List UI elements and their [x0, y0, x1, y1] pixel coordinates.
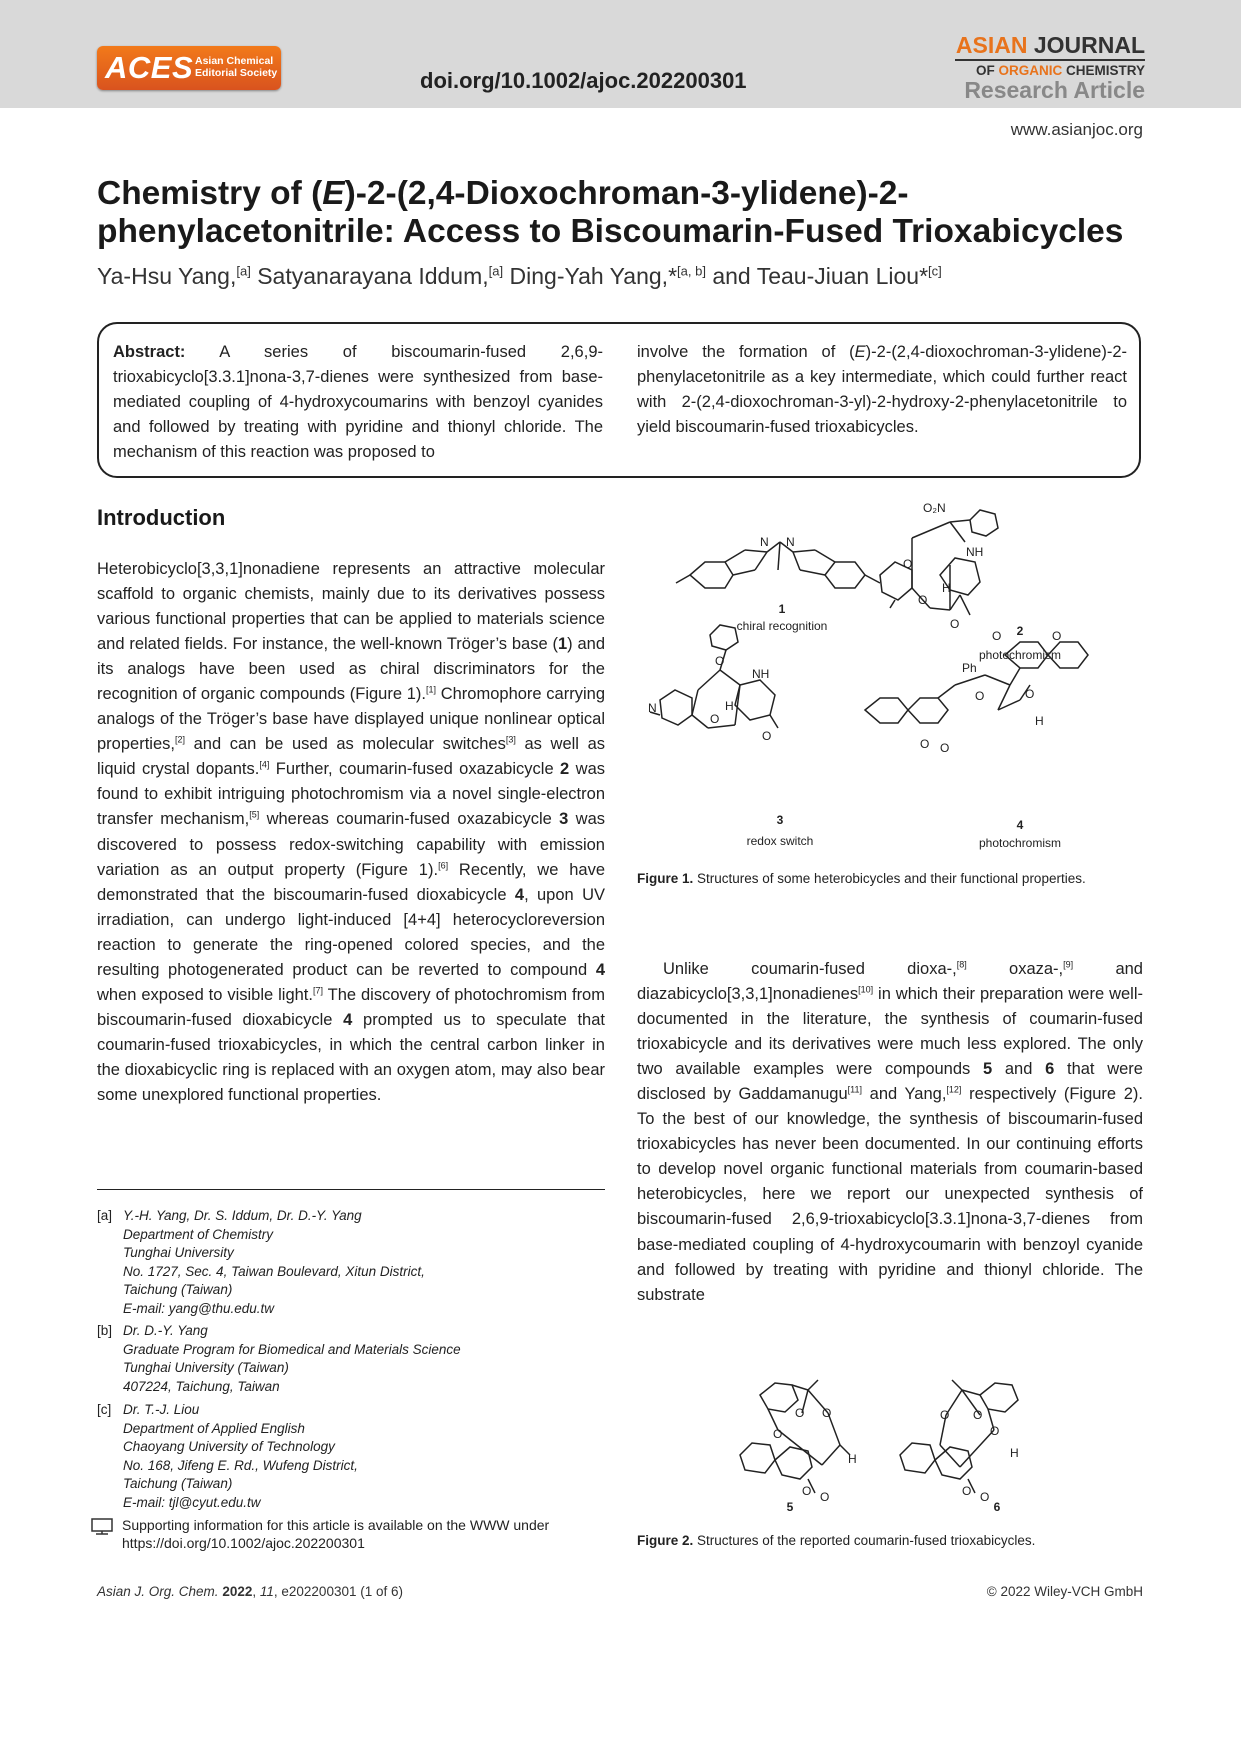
atom-label-H: H	[725, 699, 734, 713]
abstract-column-right: involve the formation of (E)-2-(2,4-dioxochroman-3-ylidene)-2-phenylacetonitrile as a key intermediate, which could further react with 2-(2,4-dioxochroman-3-yl)-2-hydroxy-2-phenylacetonitrile to yield biscoumarin-fused trioxabicycles.	[637, 343, 1127, 436]
compound-5-structure	[740, 1380, 850, 1493]
compound-2-number: 2	[1016, 624, 1024, 638]
atom-label-N: N	[648, 701, 657, 715]
atom-label-O: O	[773, 1427, 783, 1441]
atom-label-O2N: O₂N	[923, 501, 946, 515]
affiliation-c-email[interactable]: E-mail: tjl@cyut.edu.tw	[123, 1494, 261, 1510]
compound-4-number: 4	[1016, 818, 1024, 832]
affiliation-a: [a] Y.-H. Yang, Dr. S. Iddum, Dr. D.-Y. Yang Department of Chemistry Tunghai University No. 1727, Sec. 4, Taiwan Boulevard, Xitun District, Taichung (Taiwan) E-mail: yang@thu.edu.tw	[97, 1207, 425, 1318]
aces-logo-name: Asian Chemical Editorial Society	[195, 55, 278, 79]
atom-label-NH: NH	[752, 667, 770, 681]
compound-1-number: 1	[778, 602, 786, 616]
section-heading-introduction: Introduction	[97, 505, 226, 530]
aces-logo-acronym: ACES	[105, 50, 194, 85]
atom-label-H: H	[1035, 714, 1044, 728]
affiliation-b: [b] Dr. D.-Y. Yang Graduate Program for Biomedical and Materials Science Tunghai University (Taiwan) 407224, Taichung, Taiwan	[97, 1323, 461, 1394]
compound-3-number: 3	[776, 813, 784, 827]
aces-logo[interactable]	[97, 46, 281, 90]
compound-1-property: chiral recognition	[736, 619, 828, 633]
journal-word-of: OF	[975, 63, 995, 78]
author-list: Ya-Hsu Yang,[a] Satyanarayana Iddum,[a] Ding-Yah Yang,*[a, b] and Teau-Jiuan Liou*[c]	[97, 263, 942, 289]
atom-label-O: O	[1025, 687, 1035, 701]
journal-logo[interactable]	[955, 32, 1145, 102]
footnote-separator	[97, 1189, 605, 1190]
atom-label-O: O	[762, 729, 772, 743]
intro-paragraph: Heterobicyclo[3,3,1]nonadiene represents an attractive molecular scaffold to organic chemists, mainly due to its derivatives possess various functional properties that can be applied to materials science and related fields. For instance, the well-known Tröger’s base (1) and its analogs have been used as chiral discriminators for the recognition of organic compounds (Figure 1).[1] Chromophore carrying analogs of the Tröger’s base have displayed unique nonlinear optical properties,[2] and can be used as molecular switches[3] as well as liquid crystal dopants.[4] Further, coumarin-fused oxazabicycle 2 was found to exhibit intriguing photochromism via a novel single-electron transfer mechanism,[5] whereas coumarin-fused oxazabicycle 3 was discovered to possess redox-switching capability with emission variation as an output property (Figure 1).[6] Recently, we have demonstrated that the biscoumarin-fused dioxabicycle 4, upon UV irradiation, can undergo light-induced [4+4] heterocycloreversion reaction to generate the ring-opened colored species, and the resulting photogenerated product can be reverted to compound 4 when exposed to visible light.[7] The discovery of photochromism from biscoumarin-fused dioxabicycle 4 prompted us to speculate that coumarin-fused trioxabicycles, in which the central carbon linker in the dioxabicyclic ring is replaced with an oxygen atom, may also bear some unexplored functional properties.	[97, 560, 606, 1104]
journal-word-chemistry: CHEMISTRY	[1065, 63, 1145, 78]
compound-6-structure	[900, 1380, 1018, 1493]
atom-label-O: O	[795, 1406, 805, 1420]
atom-label-O: O	[918, 593, 928, 607]
compound-3-property: redox switch	[746, 834, 814, 848]
atom-label-O: O	[1052, 629, 1062, 643]
abstract-column-left: Abstract: A series of biscoumarin-fused 2,6,9-trioxabicyclo[3.3.1]nona-3,7-dienes were synthesized from base-mediated coupling of 4-hydroxycoumarins with benzoyl cyanides and followed by treating with pyridine and thionyl chloride. The mechanism of this reaction was proposed to	[113, 343, 603, 461]
compound-2-property: photochromism	[978, 648, 1062, 662]
compound-4-property: photochromism	[978, 836, 1062, 850]
atom-label-O: O	[940, 741, 950, 755]
compound-6-number: 6	[993, 1500, 1001, 1514]
figure-2-caption: Figure 2. Structures of the reported coumarin-fused trioxabicycles.	[637, 1533, 1036, 1548]
journal-word-journal: JOURNAL	[1033, 32, 1145, 58]
atom-label-O: O	[903, 557, 913, 571]
atom-label-O: O	[962, 1484, 972, 1498]
affiliation-a-email[interactable]: E-mail: yang@thu.edu.tw	[123, 1300, 275, 1316]
compound-5-number: 5	[786, 1500, 794, 1514]
supporting-info-note[interactable]: Supporting information for this article is available on the WWW under https://doi.org/10.1002/ajoc.202200301	[122, 1517, 550, 1551]
footer-copyright: © 2022 Wiley-VCH GmbH	[986, 1584, 1143, 1599]
compound-1-structure	[676, 542, 880, 588]
journal-website-link[interactable]: www.asianjoc.org	[1010, 120, 1143, 139]
atom-label-O: O	[802, 1484, 812, 1498]
atom-label-O: O	[715, 654, 725, 668]
compound-2-structure	[880, 510, 998, 615]
atom-label-H: H	[1010, 1446, 1019, 1460]
atom-label-O: O	[990, 1424, 1000, 1438]
atom-label-O: O	[710, 712, 720, 726]
atom-label-Ph: Ph	[962, 661, 977, 675]
atom-label-O: O	[822, 1406, 832, 1420]
atom-label-O: O	[820, 1490, 830, 1504]
figure-1-structures	[650, 500, 1150, 860]
computer-icon	[90, 1517, 114, 1537]
article-title: Chemistry of (E)-2-(2,4-Dioxochroman-3-ylidene)-2- phenylacetonitrile: Access to Biscoumarin-Fused Trioxabicycles	[97, 175, 1124, 250]
article-type: Research Article	[964, 77, 1145, 103]
atom-label-H: H	[848, 1452, 857, 1466]
atom-label-O: O	[980, 1490, 990, 1504]
atom-label-O: O	[950, 617, 960, 631]
journal-word-organic: ORGANIC	[998, 63, 1063, 78]
atom-label-O: O	[975, 689, 985, 703]
journal-word-asian: ASIAN	[955, 32, 1028, 58]
atom-label-N: N	[786, 535, 795, 549]
atom-label-NH: NH	[966, 545, 984, 559]
atom-label-O: O	[920, 737, 930, 751]
figure-2-structures	[730, 1375, 1060, 1515]
atom-label-O: O	[992, 629, 1002, 643]
right-column-paragraph: Unlike coumarin-fused dioxa-,[8] oxaza-,[9] and diazabicyclo[3,3,1]nonadienes[10] in which their preparation were well-documented in the literature, the synthesis of coumarin-fused trioxabicycle and its derivatives were much less explored. The only two available examples were compounds 5 and 6 that were disclosed by Gaddamanugu[11] and Yang,[12] respectively (Figure 2). To the best of our knowledge, the synthesis of biscoumarin-fused trioxabicycles has never been documented. In our continuing efforts to develop novel organic functional materials from coumarin-based heterobicycles, here we report our unexpected synthesis of biscoumarin-fused 2,6,9-trioxabicyclo[3.3.1]nona-3,7-dienes from base-mediated coupling of 4-hydroxycoumarin with benzoyl cyanide and followed by treating with pyridine and thionyl chloride. The substrate	[637, 959, 1143, 1304]
figure-1-caption: Figure 1. Structures of some heterobicycles and their functional properties.	[637, 871, 1086, 886]
atom-label-O: O	[940, 1408, 950, 1422]
atom-label-H: H	[942, 581, 951, 595]
atom-label-O: O	[973, 1408, 983, 1422]
journal-logo-rule	[955, 59, 1145, 61]
footer-citation: Asian J. Org. Chem. 2022, 11, e202200301 (1 of 6)	[97, 1584, 403, 1599]
article-doi[interactable]: doi.org/10.1002/ajoc.202200301	[420, 68, 747, 93]
atom-label-N: N	[760, 535, 769, 549]
affiliation-c: [c] Dr. T.-J. Liou Department of Applied English Chaoyang University of Technology No. 168, Jifeng E. Rd., Wufeng District, Taichung (Taiwan) E-mail: tjl@cyut.edu.tw	[97, 1401, 358, 1512]
